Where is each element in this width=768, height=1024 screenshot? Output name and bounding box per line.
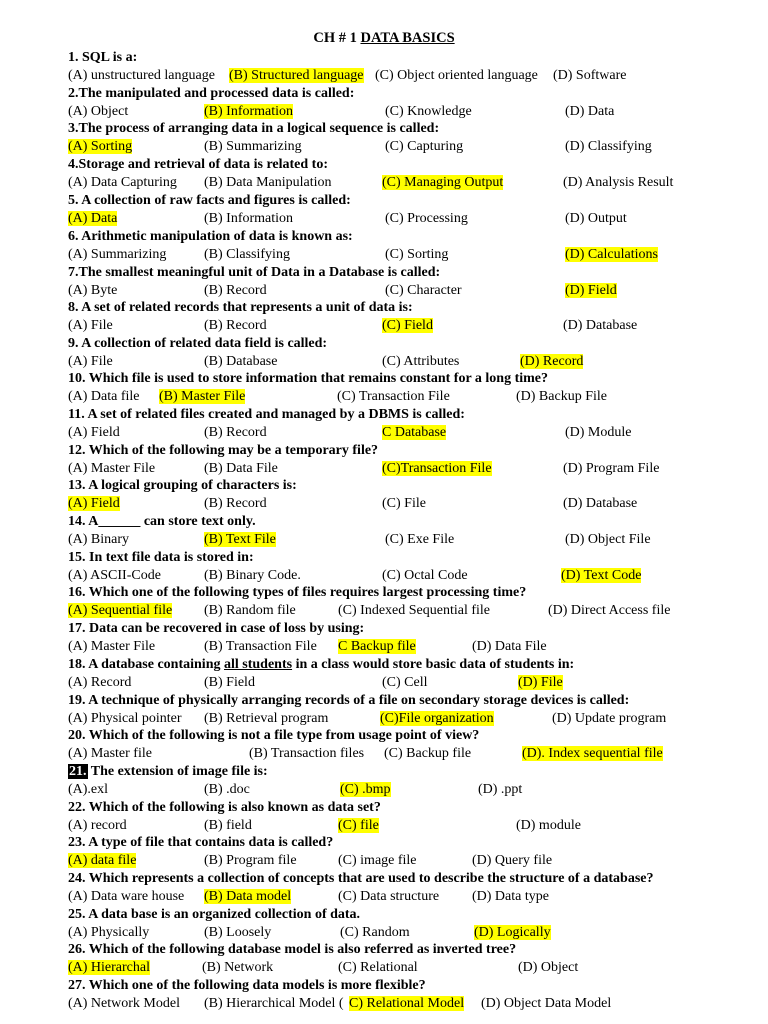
option-15-d: [561, 567, 641, 584]
answer-option: (D) Classifying: [565, 139, 652, 154]
option-11-c: [382, 424, 446, 441]
option-10-d: [516, 388, 607, 405]
option-8-d: [563, 317, 637, 334]
option-17-a: [68, 638, 155, 655]
option-22-d: [516, 817, 581, 834]
question-24: 24. Which represents a collection of concepts that are used to describe the structure of a database?: [68, 871, 654, 886]
answer-option: (D) module: [516, 818, 581, 833]
answer-option: (C) Relational: [338, 960, 418, 975]
answer-option: (A) Summarizing: [68, 247, 167, 262]
answer-option: (A) Network Model: [68, 996, 180, 1011]
answer-option: (B) Classifying: [204, 247, 290, 262]
question-14: 14. A______ can store text only.: [68, 514, 256, 529]
option-3-c: [385, 138, 463, 155]
answer-option: (C) Indexed Sequential file: [338, 603, 491, 618]
option-18-a: [68, 674, 131, 691]
answer-option: (A) Master File: [68, 639, 156, 654]
answer-option: (B) Transaction files: [249, 746, 365, 761]
question-13: 13. A logical grouping of characters is:: [68, 478, 297, 493]
option-11-b: [204, 424, 267, 441]
answer-option-correct: (A) data file: [68, 853, 137, 868]
option-24-d: [472, 888, 549, 905]
option-15-a: [68, 567, 161, 584]
option-8-b: [204, 317, 267, 334]
answer-option: (D) Database: [563, 496, 638, 511]
option-4-a: [68, 174, 177, 191]
option-17-d: [472, 638, 547, 655]
option-12-d: [563, 460, 659, 477]
option-26-a: [68, 959, 150, 976]
option-24-c: [338, 888, 439, 905]
answer-option-correct: (C)Transaction File: [382, 461, 492, 476]
option-13-d: [563, 495, 637, 512]
answer-option: (B) Information: [204, 211, 294, 226]
option-1-d: [553, 67, 626, 84]
answer-option: (C) Transaction File: [337, 389, 450, 404]
question-16: 16. Which one of the following types of files requires largest processing time?: [68, 585, 527, 600]
option-16-d: [548, 602, 670, 619]
answer-option: (C) Capturing: [385, 139, 464, 154]
option-6-c: [385, 246, 448, 263]
question-17: 17. Data can be recovered in case of loss by using:: [68, 621, 365, 636]
option-23-b: [204, 852, 297, 869]
option-17-b: [204, 638, 317, 655]
answer-option: (A) record: [68, 818, 127, 833]
answer-option: (A) Data Capturing: [68, 175, 177, 190]
option-22-a: [68, 817, 127, 834]
option-25-a: [68, 924, 149, 941]
answer-option: (C) Data structure: [338, 889, 440, 904]
answer-option-correct: (B) Text File: [204, 532, 276, 547]
option-11-d: [565, 424, 632, 441]
answer-option: (D) Analysis Result: [563, 175, 674, 190]
option-16-a: [68, 602, 172, 619]
answer-option: (C) Knowledge: [385, 104, 472, 119]
option-21-c: [340, 781, 391, 798]
option-27-c: [349, 995, 464, 1012]
answer-option-correct: (C) Field: [382, 318, 433, 333]
option-9-b: [204, 353, 277, 370]
answer-option: (D) Object File: [565, 532, 651, 547]
option-18-b: [204, 674, 255, 691]
option-24-b: [204, 888, 291, 905]
option-1-b: [229, 67, 364, 84]
option-4-c: [382, 174, 503, 191]
answer-option-correct: C) Relational Model: [349, 996, 465, 1011]
question-20: 20. Which of the following is not a file type from usage point of view?: [68, 728, 480, 743]
option-9-c: [382, 353, 459, 370]
answer-option: (B) Record: [204, 318, 267, 333]
answer-option: (D) Update program: [552, 711, 667, 726]
option-16-b: [204, 602, 296, 619]
option-6-a: [68, 246, 166, 263]
answer-option: (B) Field: [204, 675, 255, 690]
answer-option: (A) Binary: [68, 532, 130, 547]
option-4-d: [563, 174, 673, 191]
answer-option: (B) Summarizing: [204, 139, 302, 154]
answer-option-correct: (C)File organization: [380, 711, 494, 726]
option-2-a: [68, 103, 128, 120]
answer-option-correct: (D) Text Code: [561, 568, 642, 583]
answer-option-correct: (C) file: [338, 818, 379, 833]
question-4: 4.Storage and retrieval of data is related to:: [68, 157, 328, 172]
answer-option: (A) Master File: [68, 461, 156, 476]
option-26-b: [202, 959, 273, 976]
answer-option: (C) Cell: [382, 675, 428, 690]
answer-option-correct: (B) Data model: [204, 889, 292, 904]
answer-option: (D) Backup File: [516, 389, 607, 404]
answer-option-correct: (B) Structured language: [229, 68, 364, 83]
option-26-c: [338, 959, 418, 976]
chapter-label: CH # 1: [313, 30, 361, 46]
question-26: 26. Which of the following database model is also referred as inverted tree?: [68, 942, 517, 957]
option-10-b: [159, 388, 245, 405]
answer-option: (B) Record: [204, 496, 267, 511]
answer-option-correct: (D) Record: [520, 354, 584, 369]
option-13-a: [68, 495, 120, 512]
option-2-d: [565, 103, 614, 120]
option-13-c: [382, 495, 426, 512]
answer-option-correct: (A) Hierarchal: [68, 960, 151, 975]
option-3-d: [565, 138, 652, 155]
option-12-c: [382, 460, 492, 477]
answer-option: (A).exl: [68, 782, 109, 797]
answer-option: (A) Byte: [68, 283, 118, 298]
option-9-d: [520, 353, 583, 370]
answer-option: (D) Direct Access file: [548, 603, 671, 618]
answer-option-correct: (C) Managing Output: [382, 175, 504, 190]
answer-option-correct: (A) Field: [68, 496, 120, 511]
option-3-b: [204, 138, 302, 155]
answer-option: (B) Record: [204, 425, 267, 440]
answer-option-correct: (D). Index sequential file: [522, 746, 663, 761]
answer-option: (B) Transaction File: [204, 639, 317, 654]
option-18-d: [518, 674, 563, 691]
answer-option: (B) Retrieval program: [204, 711, 329, 726]
answer-option: (D) Query file: [472, 853, 553, 868]
question-18: 18. A database containing all students in a class would store basic data of students in:: [68, 657, 575, 672]
answer-option: (D) Data File: [472, 639, 547, 654]
option-20-b: [249, 745, 364, 762]
answer-option-correct: C Database: [382, 425, 447, 440]
answer-option-correct: C Backup file: [338, 639, 416, 654]
answer-option: (D) Output: [565, 211, 627, 226]
answer-option: (D) Data: [565, 104, 615, 119]
option-21-d: [478, 781, 522, 798]
option-23-d: [472, 852, 552, 869]
option-6-b: [204, 246, 290, 263]
option-4-b: [204, 174, 332, 191]
option-27-b: [204, 995, 344, 1012]
answer-option: (A) Object: [68, 104, 129, 119]
option-13-b: [204, 495, 267, 512]
answer-option-correct: (D) File: [518, 675, 563, 690]
option-19-d: [552, 710, 666, 727]
option-18-c: [382, 674, 428, 691]
chapter-title: DATA BASICS: [360, 30, 455, 46]
option-7-c: [385, 282, 462, 299]
answer-option: (A) unstructured language: [68, 68, 215, 83]
answer-option-correct: (A) Sorting: [68, 139, 133, 154]
answer-option: (B) Network: [202, 960, 274, 975]
question-11: 11. A set of related files created and managed by a DBMS is called:: [68, 407, 465, 422]
answer-option: (C) File: [382, 496, 426, 511]
option-10-c: [337, 388, 450, 405]
option-7-d: [565, 282, 617, 299]
answer-option: (D) Software: [553, 68, 627, 83]
underlined-phrase: all students: [223, 657, 293, 672]
option-24-a: [68, 888, 184, 905]
option-11-a: [68, 424, 120, 441]
option-12-a: [68, 460, 155, 477]
answer-option-correct: (A) Sequential file: [68, 603, 173, 618]
option-9-a: [68, 353, 113, 370]
question-23: 23. A type of file that contains data is called?: [68, 835, 334, 850]
option-2-b: [204, 103, 293, 120]
option-21-a: [68, 781, 108, 798]
option-23-c: [338, 852, 417, 869]
answer-option-correct: (D) Field: [565, 283, 617, 298]
answer-option: (B) Random file: [204, 603, 296, 618]
option-12-b: [204, 460, 278, 477]
option-1-a: [68, 67, 215, 84]
option-20-c: [384, 745, 471, 762]
answer-option: (D) Object Data Model: [481, 996, 612, 1011]
answer-option: (C) Random: [340, 925, 410, 940]
question-5: 5. A collection of raw facts and figures is called:: [68, 193, 351, 208]
answer-option: (B) Hierarchical Model (: [204, 996, 344, 1011]
answer-option: (D) Data type: [472, 889, 549, 904]
page-title: [0, 30, 768, 47]
question-1: 1. SQL is a:: [68, 50, 138, 65]
option-22-c: [338, 817, 379, 834]
answer-option: (B) field: [204, 818, 252, 833]
answer-option: (D) .ppt: [478, 782, 523, 797]
answer-option: (C) Sorting: [385, 247, 449, 262]
option-2-c: [385, 103, 472, 120]
option-26-d: [518, 959, 578, 976]
option-14-b: [204, 531, 276, 548]
option-8-a: [68, 317, 113, 334]
answer-option: (C) Processing: [385, 211, 468, 226]
answer-option: (D) Program File: [563, 461, 660, 476]
option-25-d: [474, 924, 551, 941]
question-2: 2.The manipulated and processed data is called:: [68, 86, 355, 101]
answer-option: (A) Master file: [68, 746, 152, 761]
option-14-a: [68, 531, 129, 548]
question-15: 15. In text file data is stored in:: [68, 550, 254, 565]
question-12: 12. Which of the following may be a temporary file?: [68, 443, 379, 458]
option-20-d: [522, 745, 663, 762]
answer-option-correct: (D) Logically: [474, 925, 551, 940]
answer-option: (A) Physically: [68, 925, 150, 940]
answer-option: (B) Record: [204, 283, 267, 298]
option-8-c: [382, 317, 433, 334]
question-7: 7.The smallest meaningful unit of Data in a Database is called:: [68, 265, 441, 280]
answer-option-correct: (B) Information: [204, 104, 294, 119]
option-19-a: [68, 710, 182, 727]
option-23-a: [68, 852, 136, 869]
answer-option: (A) Data file: [68, 389, 140, 404]
answer-option-correct: (B) Master File: [159, 389, 246, 404]
option-22-b: [204, 817, 252, 834]
question-10: 10. Which file is used to store information that remains constant for a long time?: [68, 371, 549, 386]
question-3: 3.The process of arranging data in a logical sequence is called:: [68, 121, 440, 136]
option-5-c: [385, 210, 468, 227]
option-20-a: [68, 745, 152, 762]
answer-option-correct: (C) .bmp: [340, 782, 391, 797]
option-27-a: [68, 995, 180, 1012]
option-14-d: [565, 531, 651, 548]
question-21: 21. The extension of image file is:: [69, 764, 268, 779]
option-6-d: [565, 246, 658, 263]
answer-option: (B) Data Manipulation: [204, 175, 332, 190]
option-5-a: [68, 210, 117, 227]
answer-option: (C) Attributes: [382, 354, 460, 369]
option-19-b: [204, 710, 328, 727]
question-8: 8. A set of related records that represents a unit of data is:: [68, 300, 413, 315]
option-25-c: [340, 924, 410, 941]
option-5-b: [204, 210, 293, 227]
option-5-d: [565, 210, 627, 227]
option-10-a: [68, 388, 140, 405]
question-25: 25. A data base is an organized collection of data.: [68, 907, 361, 922]
option-25-b: [204, 924, 271, 941]
option-7-b: [204, 282, 267, 299]
answer-option-correct: (D) Calculations: [565, 247, 658, 262]
question-number-box: 21.: [69, 764, 87, 779]
question-9: 9. A collection of related data field is called:: [68, 336, 328, 351]
answer-option: (B) Loosely: [204, 925, 272, 940]
option-14-c: [385, 531, 454, 548]
answer-option: (C) Octal Code: [382, 568, 468, 583]
answer-option: (A) Field: [68, 425, 120, 440]
answer-option: (B) Data File: [204, 461, 278, 476]
answer-option: (B) Program file: [204, 853, 297, 868]
answer-option: (D) Database: [563, 318, 638, 333]
question-6: 6. Arithmetic manipulation of data is known as:: [68, 229, 353, 244]
answer-option: (D) Module: [565, 425, 632, 440]
answer-option: (B) Database: [204, 354, 278, 369]
option-15-c: [382, 567, 468, 584]
option-16-c: [338, 602, 490, 619]
question-22: 22. Which of the following is also known as data set?: [68, 800, 381, 815]
answer-option: (C) Character: [385, 283, 462, 298]
option-17-c: [338, 638, 416, 655]
answer-option: (D) Object: [518, 960, 579, 975]
answer-option: (C) Object oriented language: [375, 68, 538, 83]
answer-option: (A) Physical pointer: [68, 711, 182, 726]
answer-option: (C) Exe File: [385, 532, 455, 547]
option-3-a: [68, 138, 132, 155]
answer-option: (A) File: [68, 354, 113, 369]
answer-option-correct: (A) Data: [68, 211, 118, 226]
answer-option: (B) Binary Code.: [204, 568, 301, 583]
option-15-b: [204, 567, 301, 584]
answer-option: (A) ASCII-Code: [68, 568, 161, 583]
answer-option: (C) Backup file: [384, 746, 472, 761]
question-19: 19. A technique of physically arranging records of a file on secondary storage devices is called:: [68, 693, 630, 708]
option-21-b: [204, 781, 250, 798]
option-27-d: [481, 995, 611, 1012]
answer-option: (B) .doc: [204, 782, 250, 797]
answer-option: (A) Data ware house: [68, 889, 185, 904]
option-7-a: [68, 282, 117, 299]
question-27: 27. Which one of the following data models is more flexible?: [68, 978, 426, 993]
answer-option: (A) File: [68, 318, 113, 333]
option-19-c: [380, 710, 494, 727]
answer-option: (C) image file: [338, 853, 417, 868]
answer-option: (A) Record: [68, 675, 132, 690]
option-1-c: [375, 67, 538, 84]
